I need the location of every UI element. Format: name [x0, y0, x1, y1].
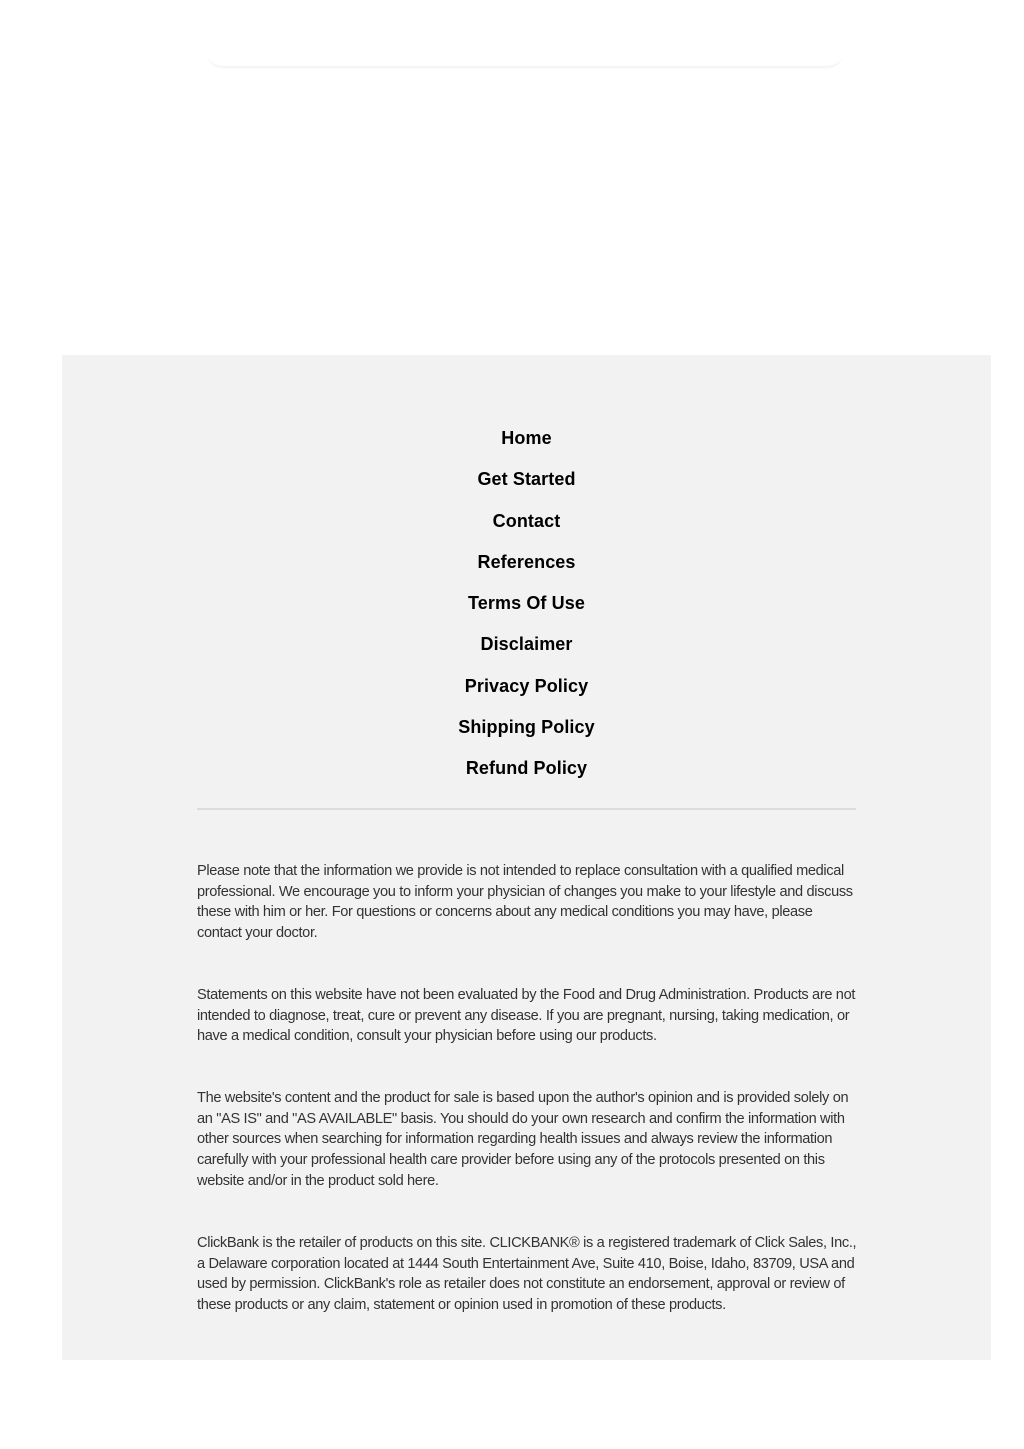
footer-nav-item-home — [62, 421, 991, 462]
footer-link-home[interactable]: Home — [501, 428, 552, 448]
footer-link-terms-of-use[interactable]: Terms Of Use — [468, 593, 585, 614]
top-card — [205, 0, 845, 66]
footer-link-shipping-policy[interactable]: Shipping Policy — [458, 717, 595, 738]
footer-link-contact[interactable]: Contact — [492, 510, 561, 531]
content-disclaimer: The website's content and the product for sale is based upon the author's opinion and is provided solely on an "AS IS" and "AS AVAILABLE" basis. You should do your own research and confirm the information with other sources when searching for information regarding health issues and always review the information carefully with your professional health care provider before using any of the protocols presented on this website and/or in the product sold here. — [197, 1090, 849, 1189]
footer-nav-item-privacy-policy — [62, 669, 991, 710]
footer-nav-item-disclaimer — [62, 627, 991, 668]
footer-divider — [197, 808, 856, 810]
site-footer — [62, 355, 991, 1360]
footer-link-disclaimer[interactable]: Disclaimer — [480, 634, 573, 655]
footer-nav — [62, 421, 991, 793]
footer-nav-item-shipping-policy — [62, 710, 991, 751]
fda-disclaimer: Statements on this website have not been evaluated by the Food and Drug Administration. Products are not intended to diagnose, treat, cure or prevent any disease. If you are pregnant, nursing, taking medication, or have a medical condition, consult your physician before using our products. — [197, 987, 856, 1045]
footer-link-refund-policy[interactable]: Refund Policy — [465, 758, 588, 779]
clickbank-disclaimer: ClickBank is the retailer of products on this site. CLICKBANK® is a registered trademark of Click Sales, Inc., a Delaware corporation located at 1444 South Entertainment Ave, Suite 410, Boise, Idaho, 83709, USA and used by permission. ClickBank's role as retailer does not constitute an endorsement, approval or review of these products or any claim, statement or opinion used in promotion of these products. — [197, 1235, 857, 1314]
footer-link-references[interactable]: References — [477, 551, 576, 572]
footer-link-get-started[interactable]: Get Started — [477, 469, 576, 490]
footer-link-privacy-policy[interactable]: Privacy Policy — [464, 675, 589, 696]
footer-nav-item-terms-of-use — [62, 586, 991, 627]
footer-nav-item-references — [62, 545, 991, 586]
footer-nav-item-contact — [62, 504, 991, 545]
footer-nav-item-get-started — [62, 462, 991, 503]
medical-disclaimer: Please note that the information we provide is not intended to replace consultation with a qualified medical professional. We encourage you to inform your physician of changes you make to your lifestyle and discuss these with him or her. For questions or concerns about any medical conditions you may have, please contact your doctor. — [197, 863, 853, 942]
footer-nav-item-refund-policy — [62, 751, 991, 792]
